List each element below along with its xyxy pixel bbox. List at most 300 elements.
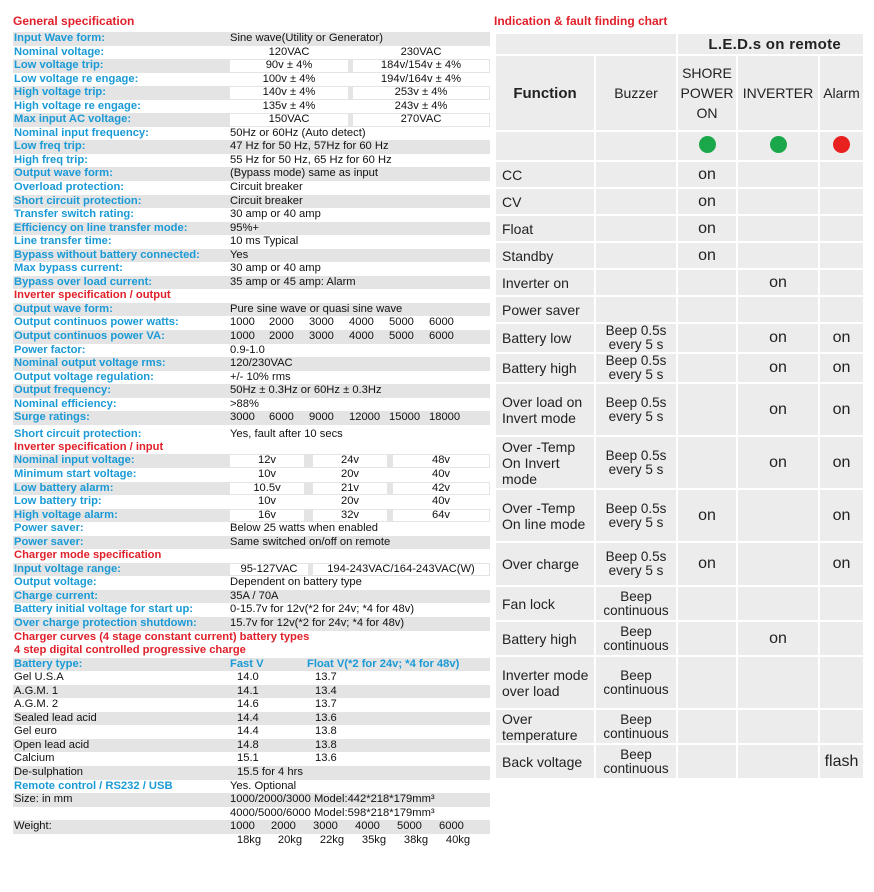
inverter-state-cell: on xyxy=(737,353,819,383)
weight-kg: 22kg xyxy=(313,835,351,847)
chart-row xyxy=(495,353,864,383)
weight-model: 3000 xyxy=(313,820,338,833)
weight-model: 1000 xyxy=(230,820,255,833)
inverter-state-cell xyxy=(737,656,819,709)
weight-model: 5000 xyxy=(397,820,422,833)
fast-voltage: 15.1 xyxy=(237,752,259,765)
general-spec-title: General specification xyxy=(13,14,135,28)
spec-label: Nominal efficiency: xyxy=(14,397,117,410)
spec-value-cell: 48v xyxy=(393,455,489,467)
inverter-state-cell xyxy=(737,744,819,779)
fast-voltage: 14.0 xyxy=(237,671,259,684)
battery-row xyxy=(13,671,490,685)
inverter-state-cell: on xyxy=(737,383,819,436)
spec-number: 3000 xyxy=(309,330,334,343)
alarm-state-cell: on xyxy=(819,436,864,489)
spec-label: Gel euro xyxy=(14,725,57,738)
chart-row xyxy=(495,296,864,323)
spec-label: Output frequency: xyxy=(14,384,111,397)
spec-row xyxy=(13,46,490,60)
spec-label: Nominal input voltage: xyxy=(14,454,135,467)
spec-value: 35 amp or 45 amp: Alarm xyxy=(230,275,356,288)
spec-label: Short circuit protection: xyxy=(14,194,142,207)
alarm-header: Alarm xyxy=(819,55,864,131)
indication-chart-title: Indication & fault finding chart xyxy=(494,14,668,28)
function-cell: Back voltage xyxy=(495,744,595,779)
weight-kg: 20kg xyxy=(271,835,309,847)
alarm-state-cell xyxy=(819,621,864,656)
float-voltage: 13.7 xyxy=(315,671,337,684)
buzzer-cell: Beep continuous xyxy=(595,621,677,656)
spec-row xyxy=(13,603,490,617)
shore-state-cell: on xyxy=(677,188,737,215)
progressive-charge-header xyxy=(13,644,490,658)
spec-row xyxy=(13,262,490,276)
battery-row xyxy=(13,766,490,780)
spec-label: Line transfer time: xyxy=(14,235,112,248)
spec-label: High freq trip: xyxy=(14,153,88,166)
fast-voltage: 14.8 xyxy=(237,738,259,751)
spec-row xyxy=(13,536,490,550)
spec-label: Power saver: xyxy=(14,522,84,535)
fast-voltage: 15.5 for 4 hrs xyxy=(237,765,303,778)
float-v-header: Float V(*2 for 24v; *4 for 48v) xyxy=(307,657,460,670)
spec-label: Output voltage: xyxy=(14,576,97,589)
led-shore-cell xyxy=(677,131,737,161)
spec-value: 55 Hz for 50 Hz, 65 Hz for 60 Hz xyxy=(230,153,392,166)
spec-row xyxy=(13,330,490,344)
function-cell: Inverter mode over load xyxy=(495,656,595,709)
chart-row xyxy=(495,744,864,779)
spec-label: Max bypass current: xyxy=(14,262,123,275)
shore-state-cell xyxy=(677,656,737,709)
inverter-state-cell xyxy=(737,709,819,744)
spec-number: 6000 xyxy=(429,330,454,343)
spec-label: Bypass over load current: xyxy=(14,275,153,288)
shore-state-cell: on xyxy=(677,161,737,188)
function-cell: Inverter on xyxy=(495,269,595,296)
inverter-state-cell xyxy=(737,161,819,188)
spec-number: 9000 xyxy=(309,411,334,424)
spec-value-cell: 20v xyxy=(340,467,360,480)
led-alarm-cell xyxy=(819,131,864,161)
size-row-2 xyxy=(13,807,490,821)
battery-row xyxy=(13,725,490,739)
spec-row xyxy=(13,454,490,468)
spec-row xyxy=(13,617,490,631)
spec-value: Pure sine wave or quasi sine wave xyxy=(230,302,403,315)
spec-row xyxy=(13,384,490,398)
spec-label: Low voltage re engage: xyxy=(14,72,139,85)
battery-row xyxy=(13,712,490,726)
function-cell: Battery low xyxy=(495,323,595,353)
shore-state-cell: on xyxy=(677,542,737,586)
led-inverter-cell xyxy=(737,131,819,161)
buzzer-cell: Beep 0.5s every 5 s xyxy=(595,542,677,586)
chart-row xyxy=(495,269,864,296)
buzzer-cell xyxy=(595,161,677,188)
buzzer-header: Buzzer xyxy=(595,55,677,131)
spec-row xyxy=(13,86,490,100)
spec-label: Charge current: xyxy=(14,589,98,602)
chart-row xyxy=(495,323,864,353)
leds-on-remote-header: L.E.D.s on remote xyxy=(677,33,864,55)
inverter-header: INVERTER xyxy=(737,55,819,131)
buzzer-cell: Beep 0.5s every 5 s xyxy=(595,489,677,542)
indication-table xyxy=(494,32,865,780)
alarm-state-cell xyxy=(819,656,864,709)
spec-value: Yes, fault after 10 secs xyxy=(230,427,343,440)
spec-value: Yes. Optional xyxy=(230,779,297,792)
chart-row xyxy=(495,33,864,55)
weight-model: 2000 xyxy=(271,820,296,833)
spec-row xyxy=(13,425,490,441)
function-header: Function xyxy=(495,55,595,131)
spec-value: 10 ms Typical xyxy=(230,235,299,248)
alarm-state-cell xyxy=(819,269,864,296)
buzzer-cell: Beep 0.5s every 5 s xyxy=(595,353,677,383)
function-cell: CC xyxy=(495,161,595,188)
spec-label: Input Wave form: xyxy=(14,32,105,44)
spec-value-cell: 20v xyxy=(340,495,360,508)
spec-label: Output continuos power VA: xyxy=(14,330,165,343)
spec-value: 50Hz or 60Hz (Auto detect) xyxy=(230,126,366,139)
spec-number: 5000 xyxy=(389,330,414,343)
spec-value: 50Hz ± 0.3Hz or 60Hz ± 0.3Hz xyxy=(230,384,382,397)
spec-value: 30 amp or 40 amp xyxy=(230,262,321,275)
spec-label: A.G.M. 2 xyxy=(14,698,59,711)
spec-label: Power saver: xyxy=(14,535,84,548)
chart-row xyxy=(495,55,864,131)
weight-kg: 18kg xyxy=(230,835,268,847)
section-header: Charger curves (4 stage constant current) battery types xyxy=(14,630,310,643)
spec-label: Output continuos power watts: xyxy=(14,316,179,329)
spec-row xyxy=(13,59,490,73)
fast-voltage: 14.1 xyxy=(237,684,259,697)
spec-row xyxy=(13,371,490,385)
chart-row xyxy=(495,436,864,489)
float-voltage: 13.4 xyxy=(315,684,337,697)
buzzer-cell xyxy=(595,242,677,269)
function-cell: Over -Temp On line mode xyxy=(495,489,595,542)
buzzer-cell: Beep 0.5s every 5 s xyxy=(595,383,677,436)
spec-number: 5000 xyxy=(389,316,414,329)
inverter-state-cell: on xyxy=(737,269,819,296)
inverter-state-cell: on xyxy=(737,436,819,489)
spec-value: 120/230VAC xyxy=(230,357,293,370)
buzzer-cell: Beep 0.5s every 5 s xyxy=(595,323,677,353)
float-voltage: 13.8 xyxy=(315,738,337,751)
shore-state-cell: on xyxy=(677,215,737,242)
spec-label: Power factor: xyxy=(14,343,86,356)
buzzer-cell: Beep continuous xyxy=(595,656,677,709)
spec-value-cell: 42v xyxy=(393,483,489,495)
spec-value-cell: 194-243VAC/164-243VAC(W) xyxy=(313,564,489,576)
spec-value-cell: 140v ± 4% xyxy=(230,87,348,99)
leds-spacer xyxy=(495,33,677,55)
spec-label: Efficiency on line transfer mode: xyxy=(14,221,188,234)
spec-value: 95%+ xyxy=(230,221,259,234)
spec-number: 1000 xyxy=(230,316,255,329)
alarm-state-cell: flash xyxy=(819,744,864,779)
function-cell: Standby xyxy=(495,242,595,269)
spec-label: High voltage trip: xyxy=(14,86,106,99)
spec-row xyxy=(13,276,490,290)
shore-state-cell xyxy=(677,296,737,323)
spec-row xyxy=(13,208,490,222)
section-header: Inverter specification / output xyxy=(14,289,171,302)
spec-value-cell: 12v xyxy=(230,455,304,467)
spec-row xyxy=(13,154,490,168)
inverter-state-cell xyxy=(737,296,819,323)
spec-row xyxy=(13,167,490,181)
spec-label: A.G.M. 1 xyxy=(14,684,59,697)
spec-value: (Bypass mode) same as input xyxy=(230,167,378,180)
battery-row xyxy=(13,752,490,766)
alarm-state-cell xyxy=(819,709,864,744)
buzzer-cell xyxy=(595,188,677,215)
spec-value: 4000/5000/6000 Model:598*218*179mm³ xyxy=(230,806,435,819)
alarm-state-cell xyxy=(819,161,864,188)
spec-number: 15000 xyxy=(389,411,421,424)
spec-label: Nominal input frequency: xyxy=(14,126,149,139)
spec-value-cell: 184v/154v ± 4% xyxy=(353,60,489,72)
spec-row xyxy=(13,73,490,87)
spec-value-cell: 194v/164v ± 4% xyxy=(380,72,462,85)
spec-number: 6000 xyxy=(269,411,294,424)
spec-value-cell: 24v xyxy=(313,455,387,467)
spec-value: 30 amp or 40 amp xyxy=(230,208,321,221)
spec-value-cell: 120VAC xyxy=(268,45,310,58)
spec-row xyxy=(13,235,490,249)
size-row xyxy=(13,793,490,807)
inverter-output-header xyxy=(13,289,490,303)
led-alarm-dot-icon xyxy=(833,136,850,153)
fast-voltage: 14.6 xyxy=(237,698,259,711)
alarm-state-cell: on xyxy=(819,542,864,586)
function-cell: Power saver xyxy=(495,296,595,323)
spec-number: 6000 xyxy=(429,316,454,329)
spec-row xyxy=(13,195,490,209)
chart-row xyxy=(495,161,864,188)
spec-row xyxy=(13,563,490,577)
spec-value-cell: 64v xyxy=(393,510,489,522)
chart-row xyxy=(495,656,864,709)
spec-value-cell: 40v xyxy=(431,495,451,508)
buzzer-cell: Beep 0.5s every 5 s xyxy=(595,436,677,489)
inverter-state-cell xyxy=(737,215,819,242)
spec-value-cell: 40v xyxy=(431,467,451,480)
weight-model: 4000 xyxy=(355,820,380,833)
spec-value-cell: 90v ± 4% xyxy=(230,60,348,72)
inverter-input-header xyxy=(13,441,490,455)
alarm-state-cell xyxy=(819,215,864,242)
shore-power-header: SHORE POWER ON xyxy=(677,55,737,131)
remote-row xyxy=(13,780,490,794)
function-cell: Over load on Invert mode xyxy=(495,383,595,436)
weight-row-2 xyxy=(13,834,490,848)
spec-number: 4000 xyxy=(349,330,374,343)
spec-row xyxy=(13,249,490,263)
spec-value-cell: 10v xyxy=(257,467,277,480)
buzzer-cell: Beep continuous xyxy=(595,709,677,744)
spec-row xyxy=(13,181,490,195)
shore-state-cell xyxy=(677,744,737,779)
spec-label: Nominal output voltage rms: xyxy=(14,357,166,370)
spec-value: Same switched on/off on remote xyxy=(230,535,391,548)
spec-label: Max input AC voltage: xyxy=(14,113,132,126)
spec-value: 47 Hz for 50 Hz, 57Hz for 60 Hz xyxy=(230,140,389,153)
spec-row xyxy=(13,468,490,482)
spec-row xyxy=(13,32,490,46)
charger-curves-header xyxy=(13,631,490,645)
shore-state-cell: on xyxy=(677,242,737,269)
spec-value: 35A / 70A xyxy=(230,589,279,602)
general-specification-panel xyxy=(13,10,490,847)
spec-row xyxy=(13,344,490,358)
spec-row xyxy=(13,482,490,496)
inverter-state-cell: on xyxy=(737,323,819,353)
inverter-state-cell xyxy=(737,542,819,586)
chart-row xyxy=(495,489,864,542)
spec-row xyxy=(13,140,490,154)
float-voltage: 13.7 xyxy=(315,698,337,711)
indication-chart-panel xyxy=(494,10,863,780)
spec-label: Output wave form: xyxy=(14,302,113,315)
spec-row xyxy=(13,100,490,114)
spec-value-cell: 16v xyxy=(230,510,304,522)
spec-value: Circuit breaker xyxy=(230,194,303,207)
spec-label: Bypass without battery connected: xyxy=(14,248,200,261)
spec-label: Battery initial voltage for start up: xyxy=(14,603,194,616)
spec-label: Low freq trip: xyxy=(14,140,86,153)
spec-number: 1000 xyxy=(230,330,255,343)
spec-value-cell: 10v xyxy=(257,495,277,508)
alarm-state-cell: on xyxy=(819,489,864,542)
function-cell: Fan lock xyxy=(495,586,595,621)
alarm-state-cell xyxy=(819,586,864,621)
spec-label: Overload protection: xyxy=(14,181,125,194)
spec-value-cell: 270VAC xyxy=(353,114,489,126)
shore-state-cell xyxy=(677,323,737,353)
spec-label: Output wave form: xyxy=(14,167,113,180)
spec-row xyxy=(13,398,490,412)
function-cell: Battery high xyxy=(495,353,595,383)
spec-label: Input voltage range: xyxy=(14,562,121,575)
charger-mode-header xyxy=(13,549,490,563)
battery-table-header xyxy=(13,658,490,672)
alarm-state-cell xyxy=(819,188,864,215)
function-cell: CV xyxy=(495,188,595,215)
fast-voltage: 14.4 xyxy=(237,711,259,724)
spec-label: Over charge protection shutdown: xyxy=(14,616,197,629)
inverter-state-cell xyxy=(737,188,819,215)
spec-value: Yes xyxy=(230,248,249,261)
chart-row xyxy=(495,215,864,242)
spec-label: Output voltage regulation: xyxy=(14,370,154,383)
spec-value-cell: 243v ± 4% xyxy=(394,99,448,112)
spec-label: High voltage re engage: xyxy=(14,99,141,112)
shore-state-cell xyxy=(677,269,737,296)
function-cell: Battery high xyxy=(495,621,595,656)
float-voltage: 13.6 xyxy=(315,711,337,724)
led-inverter-dot-icon xyxy=(770,136,787,153)
section-header: 4 step digital controlled progressive charge xyxy=(14,644,246,657)
spec-row xyxy=(13,411,490,425)
alarm-state-cell: on xyxy=(819,323,864,353)
float-voltage: 13.8 xyxy=(315,725,337,738)
weight-row xyxy=(13,820,490,834)
function-cell: Float xyxy=(495,215,595,242)
float-voltage: 13.6 xyxy=(315,752,337,765)
dot-spacer xyxy=(495,131,595,161)
spec-label: Minimum start voltage: xyxy=(14,467,137,480)
spec-value-cell: 150VAC xyxy=(230,114,348,126)
led-shore-dot-icon xyxy=(699,136,716,153)
spec-label: Low battery alarm: xyxy=(14,481,114,494)
spec-value-cell: 100v ± 4% xyxy=(262,72,316,85)
spec-row xyxy=(13,495,490,509)
spec-value-cell: 230VAC xyxy=(400,45,442,58)
spec-label: Transfer switch rating: xyxy=(14,208,134,221)
inverter-state-cell: on xyxy=(737,621,819,656)
spec-value-cell: 21v xyxy=(313,483,387,495)
spec-row xyxy=(13,113,490,127)
chart-row xyxy=(495,131,864,161)
alarm-state-cell: on xyxy=(819,353,864,383)
weight-kg: 38kg xyxy=(397,835,435,847)
spec-number: 4000 xyxy=(349,316,374,329)
spec-value-cell: 95-127VAC xyxy=(230,564,308,576)
weight-kg: 40kg xyxy=(439,835,477,847)
battery-row xyxy=(13,685,490,699)
spec-value: Circuit breaker xyxy=(230,181,303,194)
buzzer-cell xyxy=(595,296,677,323)
spec-label: Low battery trip: xyxy=(14,495,102,508)
inverter-state-cell xyxy=(737,586,819,621)
alarm-state-cell: on xyxy=(819,383,864,436)
spec-row xyxy=(13,357,490,371)
spec-row xyxy=(13,576,490,590)
chart-row xyxy=(495,586,864,621)
spec-value-cell: 253v ± 4% xyxy=(353,87,489,99)
spec-row xyxy=(13,522,490,536)
spec-row xyxy=(13,316,490,330)
dot-spacer xyxy=(595,131,677,161)
spec-row xyxy=(13,222,490,236)
spec-label: Short circuit protection: xyxy=(14,427,142,440)
spec-number: 3000 xyxy=(230,411,255,424)
fast-v-header: Fast V xyxy=(230,657,264,670)
buzzer-cell: Beep continuous xyxy=(595,744,677,779)
fast-voltage: 14.4 xyxy=(237,725,259,738)
spec-value: Sine wave(Utility or Generator) xyxy=(230,32,383,44)
alarm-state-cell xyxy=(819,296,864,323)
shore-state-cell xyxy=(677,586,737,621)
chart-row xyxy=(495,188,864,215)
spec-label: Nominal voltage: xyxy=(14,45,105,58)
chart-row xyxy=(495,709,864,744)
spec-row xyxy=(13,590,490,604)
inverter-state-cell xyxy=(737,242,819,269)
shore-state-cell xyxy=(677,436,737,489)
spec-label: Battery type: xyxy=(14,657,83,670)
spec-value: 15.7v for 12v(*2 for 24v; *4 for 48v) xyxy=(230,616,405,629)
function-cell: Over -Temp On Invert mode xyxy=(495,436,595,489)
shore-state-cell xyxy=(677,621,737,656)
chart-row xyxy=(495,242,864,269)
spec-row xyxy=(13,127,490,141)
